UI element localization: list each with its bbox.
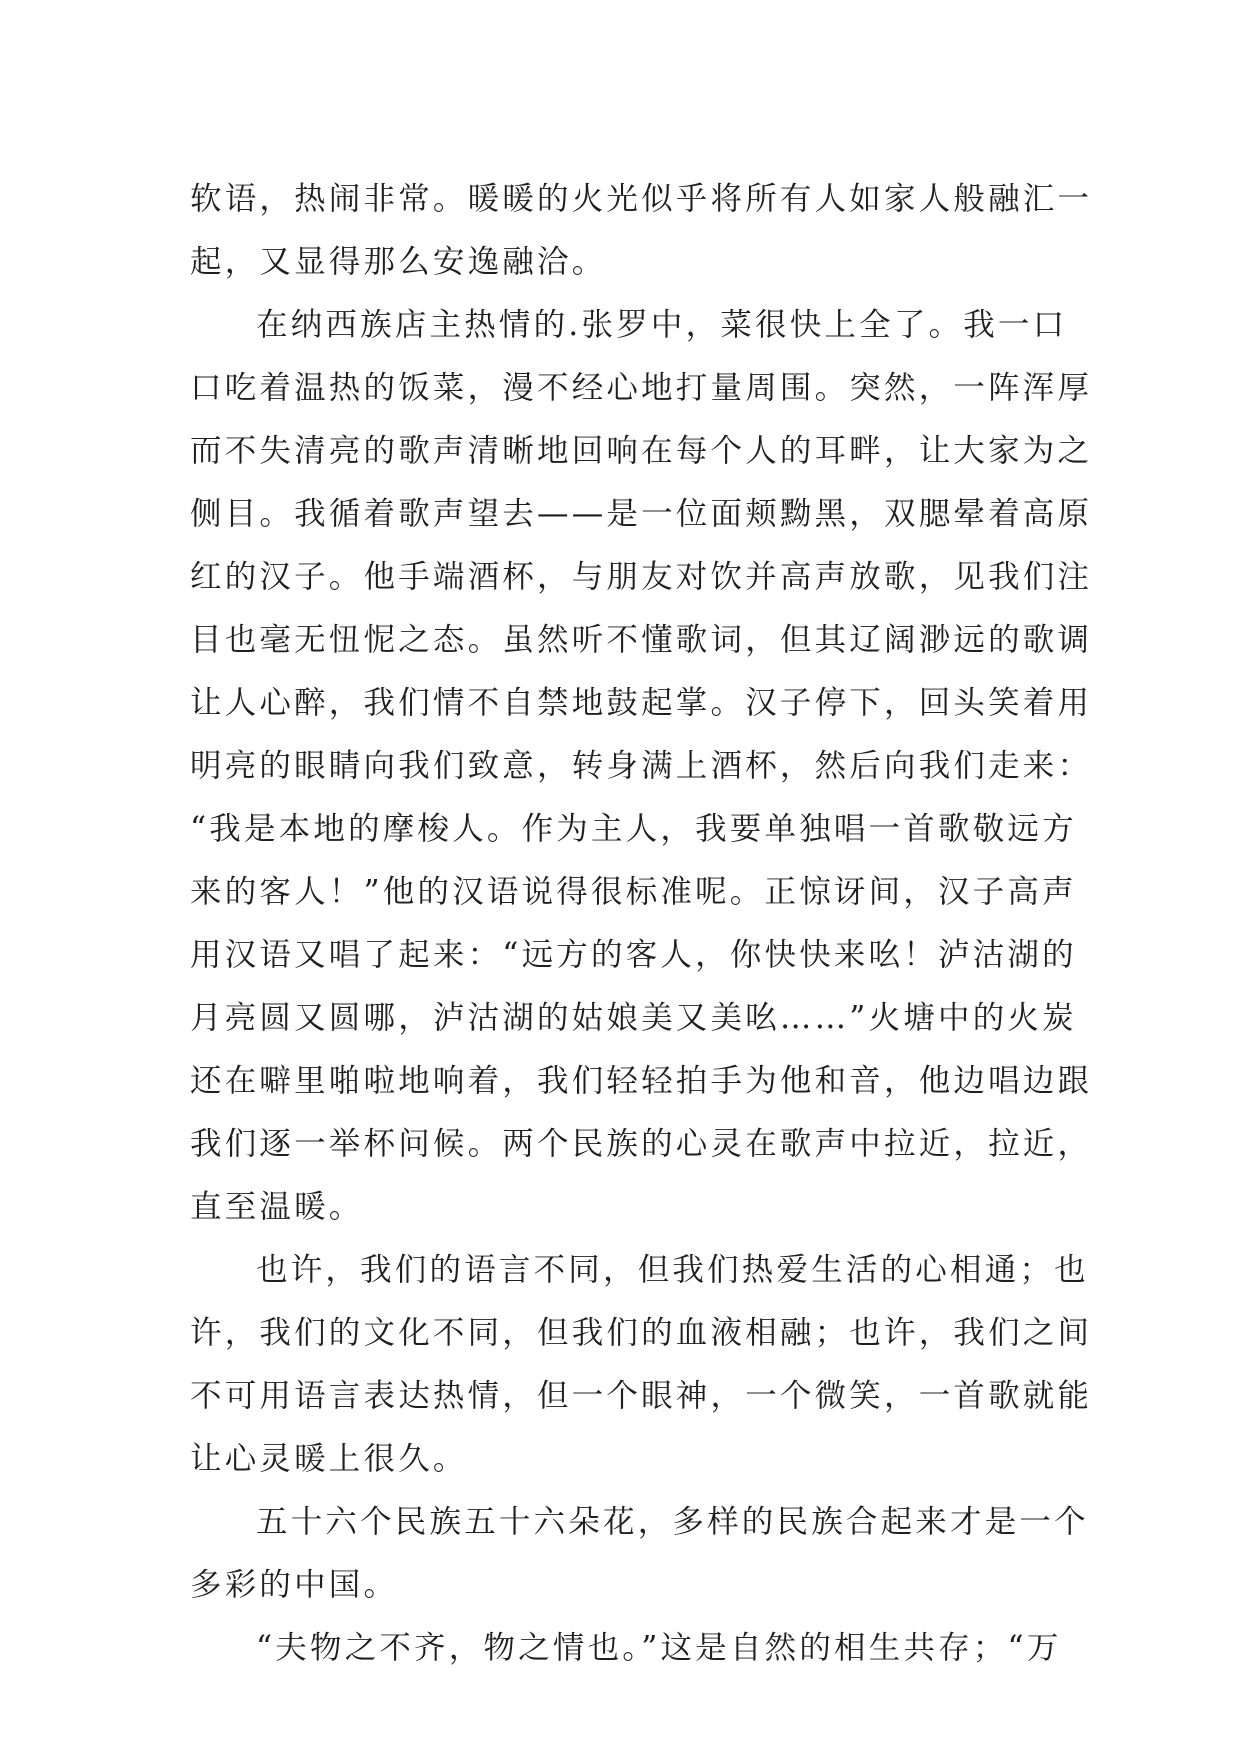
text-line: 用汉语又唱了起来：“远方的客人，你快快来吆！泸沽湖的 [190, 937, 1077, 973]
text-line: 红的汉子。他手端酒杯，与朋友对饮并高声放歌，见我们注 [190, 559, 1093, 595]
text-line: 直至温暖。 [190, 1189, 364, 1225]
document-body [190, 168, 1093, 1680]
text-line: 来的客人！”他的汉语说得很标准呢。正惊讶间，汉子高声 [190, 874, 1077, 910]
text-line: 而不失清亮的歌声清晰地回响在每个人的耳畔，让大家为之 [190, 433, 1093, 469]
text-line: 软语，热闹非常。暖暖的火光似乎将所有人如家人般融汇一 [190, 181, 1093, 217]
paragraph-first-line: “夫物之不齐，物之情也。”这是自然的相生共存；“万 [256, 1630, 1062, 1666]
paragraph-first-line: 也许，我们的语言不同，但我们热爱生活的心相通；也 [256, 1252, 1089, 1288]
text-line: “我是本地的摩梭人。作为主人，我要单独唱一首歌敬远方 [190, 811, 1077, 847]
text-line: 我们逐一举杯问候。两个民族的心灵在歌声中拉近，拉近， [190, 1126, 1093, 1162]
text-line: 多彩的中国。 [190, 1567, 399, 1603]
text-line: 明亮的眼睛向我们致意，转身满上酒杯，然后向我们走来： [190, 748, 1093, 784]
text-line: 许，我们的文化不同，但我们的血液相融；也许，我们之间 [190, 1315, 1093, 1351]
text-line: 口吃着温热的饭菜，漫不经心地打量周围。突然，一阵浑厚 [190, 370, 1093, 406]
text-line: 起，又显得那么安逸融洽。 [190, 244, 607, 280]
text-line: 侧目。我循着歌声望去——是一位面颊黝黑，双腮晕着高原 [190, 496, 1093, 532]
text-line: 不可用语言表达热情，但一个眼神，一个微笑，一首歌就能 [190, 1378, 1093, 1414]
paragraph-first-line: 在纳西族店主热情的.张罗中，菜很快上全了。我一口 [256, 307, 1068, 343]
paragraph-first-line: 五十六个民族五十六朵花，多样的民族合起来才是一个 [256, 1504, 1089, 1540]
text-line: 让人心醉，我们情不自禁地鼓起掌。汉子停下，回头笑着用 [190, 685, 1093, 721]
text-line: 还在噼里啪啦地响着，我们轻轻拍手为他和音，他边唱边跟 [190, 1063, 1093, 1099]
text-line: 让心灵暖上很久。 [190, 1441, 468, 1477]
text-line: 月亮圆又圆哪，泸沽湖的姑娘美又美吆……”火塘中的火炭 [190, 1000, 1077, 1036]
text-line: 目也毫无忸怩之态。虽然听不懂歌词，但其辽阔渺远的歌调 [190, 622, 1093, 658]
